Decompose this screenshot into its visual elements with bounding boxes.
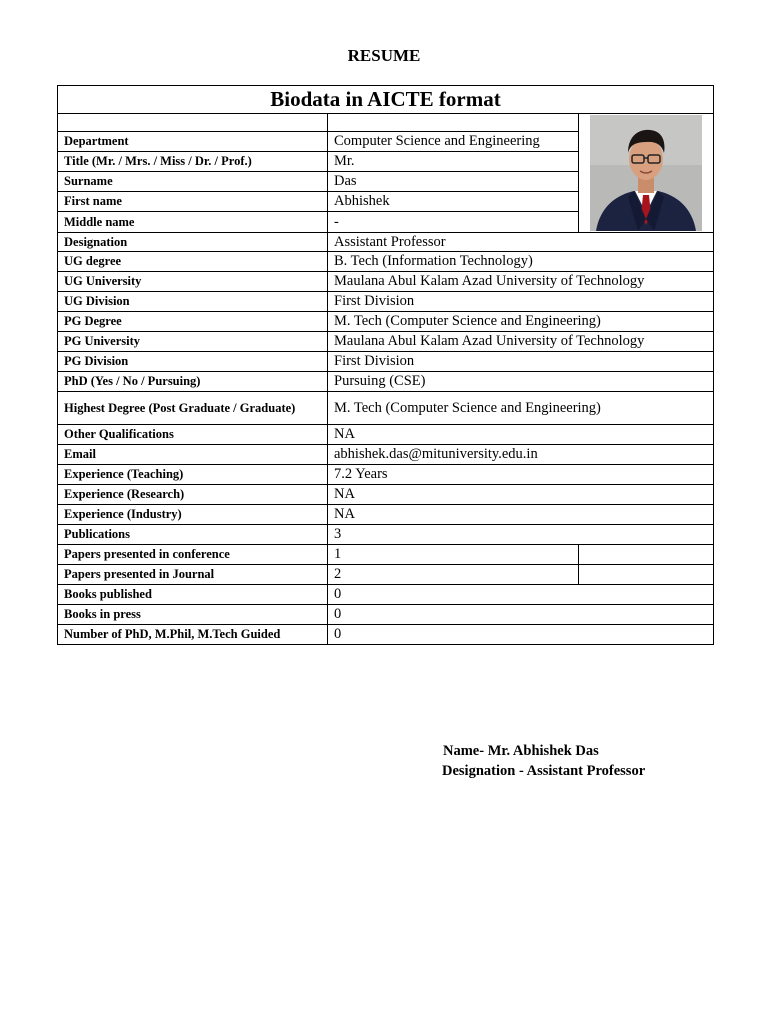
ug-university-label: UG University	[58, 272, 328, 292]
signature-name: Name- Mr. Abhishek Das	[443, 743, 599, 759]
table-row	[58, 292, 714, 312]
first-name-value: Abhishek	[328, 192, 579, 212]
highest-degree-value: M. Tech (Computer Science and Engineering)	[328, 392, 714, 425]
pg-division-label: PG Division	[58, 352, 328, 372]
exp-research-label: Experience (Research)	[58, 485, 328, 505]
title-label: Title (Mr. / Mrs. / Miss / Dr. / Prof.)	[58, 152, 328, 172]
table-row	[58, 272, 714, 292]
table-row	[58, 425, 714, 445]
ug-degree-label: UG degree	[58, 252, 328, 272]
table-row	[58, 372, 714, 392]
guided-value: 0	[328, 625, 714, 645]
department-label: Department	[58, 132, 328, 152]
books-published-label: Books published	[58, 585, 328, 605]
designation-value: Assistant Professor	[328, 233, 714, 252]
books-in-press-value: 0	[328, 605, 714, 625]
books-in-press-label: Books in press	[58, 605, 328, 625]
table-row	[58, 114, 714, 132]
ug-university-value: Maulana Abul Kalam Azad University of Technology	[328, 272, 714, 292]
table-row	[58, 525, 714, 545]
pg-degree-value: M. Tech (Computer Science and Engineering)	[328, 312, 714, 332]
papers-conference-label: Papers presented in conference	[58, 545, 328, 565]
signature-designation: Designation - Assistant Professor	[442, 763, 646, 779]
exp-industry-label: Experience (Industry)	[58, 505, 328, 525]
papers-conference-value: 1	[328, 545, 579, 565]
pg-university-value: Maulana Abul Kalam Azad University of Technology	[328, 332, 714, 352]
table-row	[58, 252, 714, 272]
exp-teaching-value: 7.2 Years	[328, 465, 714, 485]
department-value: Computer Science and Engineering	[328, 132, 579, 152]
publications-value: 3	[328, 525, 714, 545]
profile-photo	[590, 115, 702, 231]
table-row	[58, 332, 714, 352]
pg-division-value: First Division	[328, 352, 714, 372]
middle-name-value: -	[328, 212, 579, 233]
table-row	[58, 485, 714, 505]
title-value: Mr.	[328, 152, 579, 172]
table-row	[58, 605, 714, 625]
table-row	[58, 445, 714, 465]
table-caption: Biodata in AICTE format	[58, 86, 714, 114]
resume-title: RESUME	[347, 46, 421, 65]
phd-label: PhD (Yes / No / Pursuing)	[58, 372, 328, 392]
publications-label: Publications	[58, 525, 328, 545]
papers-journal-value: 2	[328, 565, 579, 585]
table-row	[58, 352, 714, 372]
table-row	[58, 465, 714, 485]
exp-teaching-label: Experience (Teaching)	[58, 465, 328, 485]
table-row	[58, 312, 714, 332]
other-qualifications-value: NA	[328, 425, 714, 445]
first-name-label: First name	[58, 192, 328, 212]
table-row	[58, 625, 714, 645]
phd-value: Pursuing (CSE)	[328, 372, 714, 392]
surname-value: Das	[328, 172, 579, 192]
books-published-value: 0	[328, 585, 714, 605]
middle-name-label: Middle name	[58, 212, 328, 233]
email-label: Email	[58, 445, 328, 465]
pg-degree-label: PG Degree	[58, 312, 328, 332]
surname-label: Surname	[58, 172, 328, 192]
table-row	[58, 392, 714, 425]
other-qualifications-label: Other Qualifications	[58, 425, 328, 445]
exp-research-value: NA	[328, 485, 714, 505]
table-row	[58, 585, 714, 605]
table-row	[58, 565, 714, 585]
table-row	[58, 545, 714, 565]
ug-degree-value: B. Tech (Information Technology)	[328, 252, 714, 272]
highest-degree-label: Highest Degree (Post Graduate / Graduate)	[58, 392, 328, 425]
exp-industry-value: NA	[328, 505, 714, 525]
papers-journal-label: Papers presented in Journal	[58, 565, 328, 585]
biodata-table	[57, 85, 714, 645]
designation-label: Designation	[58, 233, 328, 252]
photo-cell	[579, 114, 714, 233]
email-value: abhishek.das@mituniversity.edu.in	[328, 445, 714, 465]
pg-university-label: PG University	[58, 332, 328, 352]
table-caption-row	[58, 86, 714, 114]
table-row	[58, 233, 714, 252]
ug-division-value: First Division	[328, 292, 714, 312]
guided-label: Number of PhD, M.Phil, M.Tech Guided	[58, 625, 328, 645]
table-row	[58, 505, 714, 525]
ug-division-label: UG Division	[58, 292, 328, 312]
